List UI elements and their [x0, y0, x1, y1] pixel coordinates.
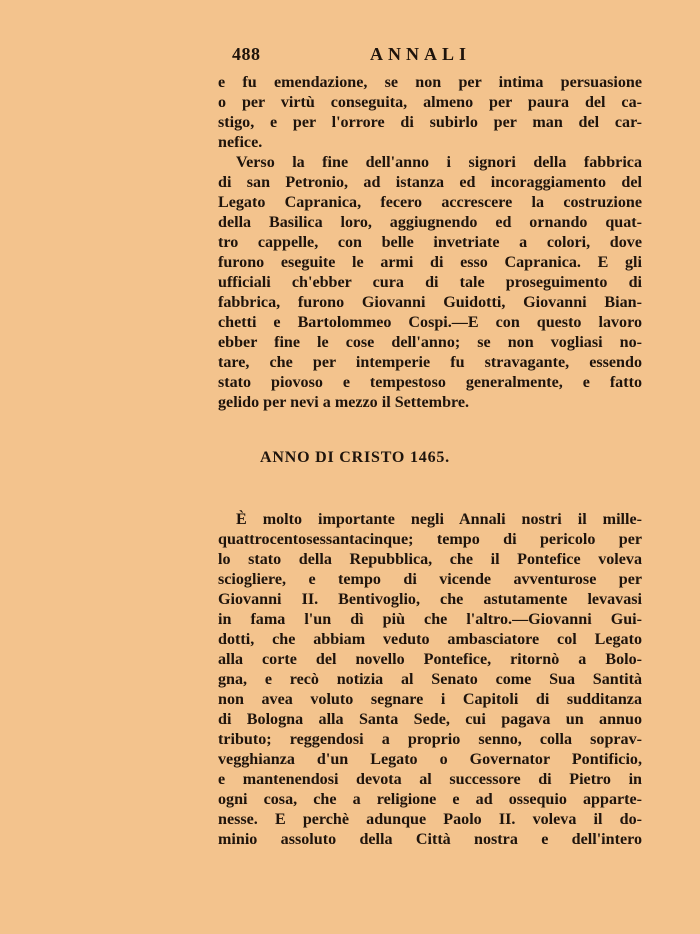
- text-line: ufficiali ch'ebber cura di tale proseguimento di: [218, 274, 642, 291]
- text-line: di Bologna alla Santa Sede, cui pagava un annuo: [218, 711, 642, 728]
- text-line: fabbrica, furono Giovanni Guidotti, Giovanni Bian-: [218, 294, 642, 311]
- text-line: gna, e recò notizia al Senato come Sua Santità: [218, 671, 642, 688]
- running-title: ANNALI: [370, 44, 472, 64]
- text-line: Giovanni II. Bentivoglio, che astutamente levavasi: [218, 591, 642, 608]
- text-block-top: [218, 73, 642, 413]
- text-line: minio assoluto della Città nostra e dell'intero: [218, 831, 642, 848]
- text-line: stigo, e per l'orrore di subirlo per man del car-: [218, 114, 642, 131]
- text-line: sciogliere, e tempo di vicende avventurose per: [218, 571, 642, 588]
- text-line: e mantenendosi devota al successore di Pietro in: [218, 771, 642, 788]
- text-line: chetti e Bartolommeo Cospi.—E con questo lavoro: [218, 314, 642, 331]
- text-line: o per virtù conseguita, almeno per paura del ca-: [218, 94, 642, 111]
- text-block-bottom: [218, 510, 642, 850]
- section-heading: ANNO DI CRISTO 1465.: [260, 449, 450, 466]
- page-header: [0, 44, 700, 66]
- text-line: stato piovoso e tempestoso generalmente, e fatto: [218, 374, 642, 391]
- text-line: alla corte del novello Pontefice, ritornò a Bolo-: [218, 651, 642, 668]
- text-line: di san Petronio, ad istanza ed incoraggiamento del: [218, 174, 642, 191]
- text-line: nefice.: [218, 134, 263, 151]
- text-line: vegghianza d'un Legato o Governator Pontificio,: [218, 751, 642, 768]
- text-line: tro cappelle, con belle invetriate a colori, dove: [218, 234, 642, 251]
- text-line: tare, che per intemperie fu stravagante, essendo: [218, 354, 642, 371]
- text-line: È molto importante negli Annali nostri il mille-: [236, 511, 642, 528]
- text-line: della Basilica loro, aggiugnendo ed ornando quat-: [218, 214, 642, 231]
- text-line: in fama l'un dì più che l'altro.—Giovanni Gui-: [218, 611, 642, 628]
- text-line: e fu emendazione, se non per intima persuasione: [218, 74, 642, 91]
- text-line: ebber fine le cose dell'anno; se non vogliasi no-: [218, 334, 642, 351]
- text-line: nesse. E perchè adunque Paolo II. voleva il do-: [218, 811, 642, 828]
- text-line: tributo; reggendosi a proprio senno, colla soprav-: [218, 731, 642, 748]
- page-number: 488: [232, 44, 261, 64]
- text-line: gelido per nevi a mezzo il Settembre.: [218, 394, 470, 411]
- text-line: dotti, che abbiam veduto ambasciatore col Legato: [218, 631, 642, 648]
- text-line: Legato Capranica, fecero accrescere la costruzione: [218, 194, 642, 211]
- text-line: furono eseguite le armi di esso Capranica. E gli: [218, 254, 642, 271]
- text-line: non avea voluto segnare i Capitoli di sudditanza: [218, 691, 642, 708]
- text-line: ogni cosa, che a religione e ad ossequio apparte-: [218, 791, 642, 808]
- text-line: Verso la fine dell'anno i signori della fabbrica: [236, 154, 642, 171]
- text-line: quattrocentosessantacinque; tempo di pericolo per: [218, 531, 642, 548]
- text-line: lo stato della Repubblica, che il Pontefice voleva: [218, 551, 642, 568]
